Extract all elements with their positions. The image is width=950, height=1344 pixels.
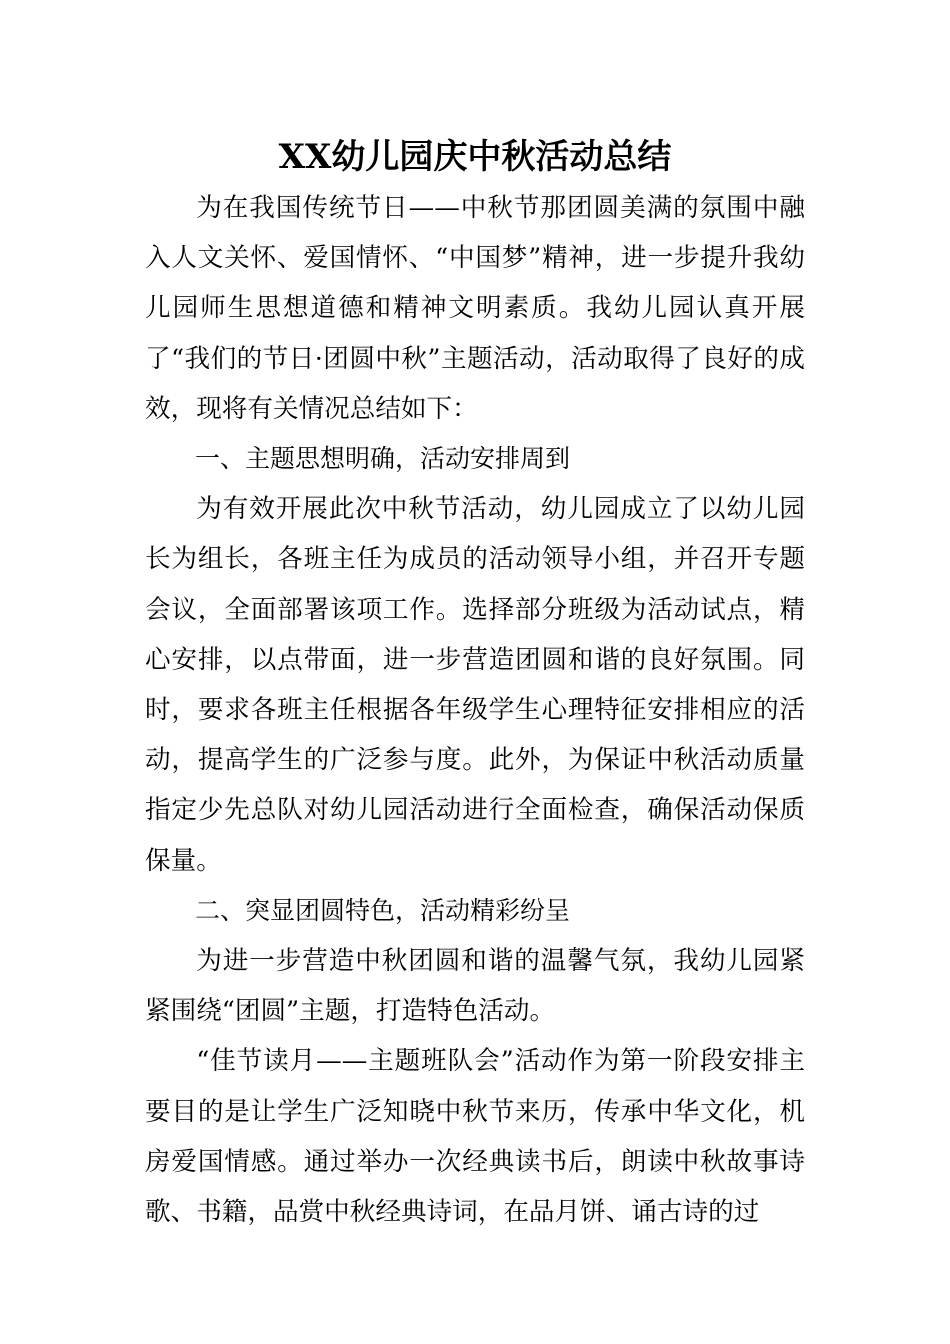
section-1-paragraph: 为有效开展此次中秋节活动，幼儿园成立了以幼儿园长为组长，各班主任为成员的活动领导小组，并召开专题会议，全面部署该项工作。选择部分班级为活动试点，精心安排，以点带面，进一步营造团圆和谐的良好氛围。同时，要求各班主任根据各年级学生心理特征安排相应的活动，提高学生的广泛参与度。此外，为保证中秋活动质量指定少先总队对幼儿园活动进行全面检查，确保活动保质保量。: [145, 494, 805, 876]
section-heading-2: 二、突显团圆特色，活动精彩纷呈: [195, 895, 571, 925]
section-2-paragraph-1: 为进一步营造中秋团圆和谐的温馨气氛，我幼儿园紧紧围绕“团圆”主题，打造特色活动。: [145, 946, 805, 1027]
document-body: [145, 183, 805, 1237]
document-title: XX幼儿园庆中秋活动总结: [278, 137, 672, 177]
intro-paragraph: 为在我国传统节日——中秋节那团圆美满的氛围中融入人文关怀、爱国情怀、“中国梦”精神，进一步提升我幼儿园师生思想道德和精神文明素质。我幼儿园认真开展了“我们的节日·团圆中秋”主题活动，活动取得了良好的成效，现将有关情况总结如下：: [145, 193, 805, 424]
section-2-paragraph-2: “佳节读月——主题班队会”活动作为第一阶段安排主要目的是让学生广泛知晓中秋节来历，传承中华文化，机房爱国情感。通过举办一次经典读书后，朗读中秋故事诗歌、书籍，品赏中秋经典诗词，在品月饼、诵古诗的过: [145, 1046, 805, 1228]
section-heading-1: 一、主题思想明确，活动安排周到: [195, 444, 571, 474]
